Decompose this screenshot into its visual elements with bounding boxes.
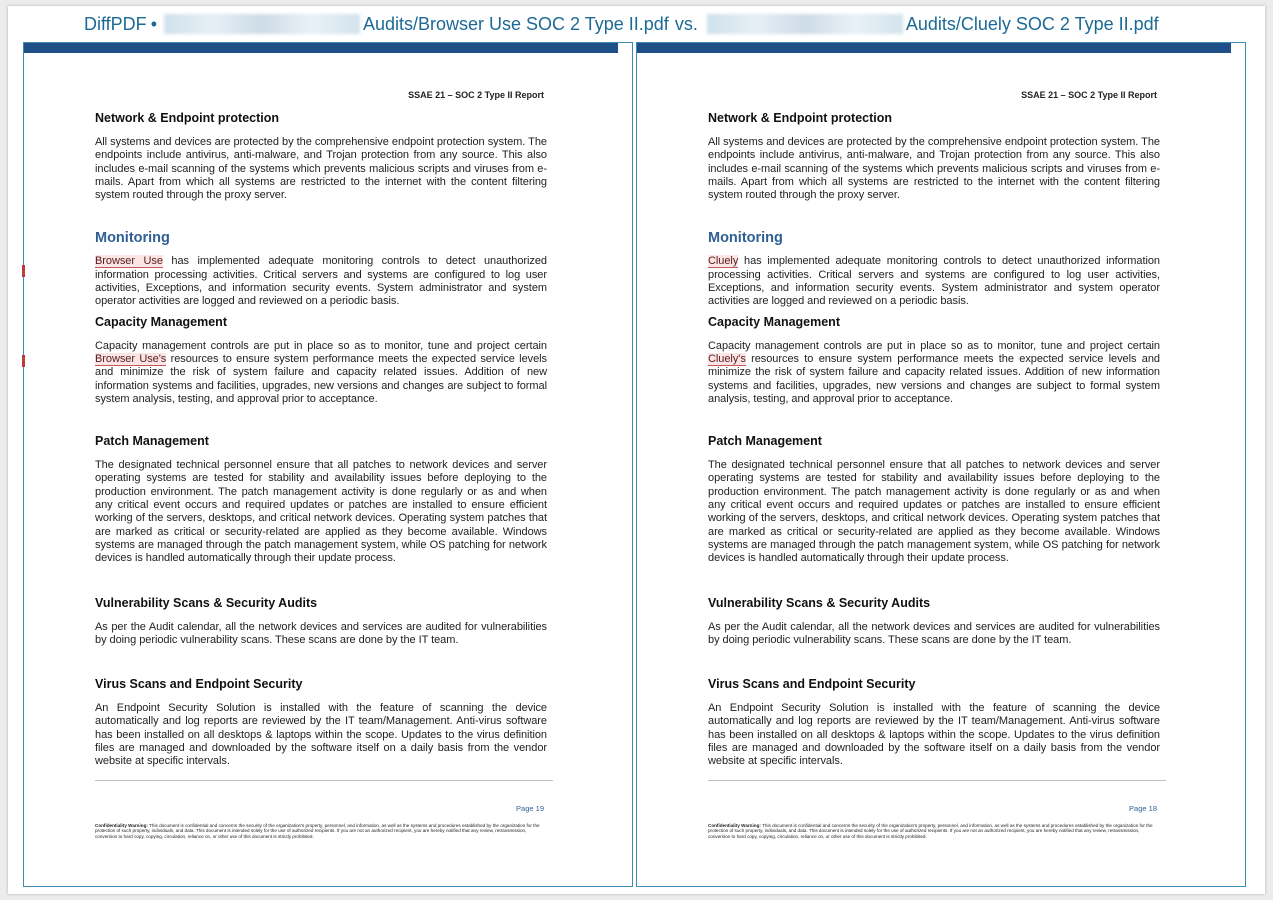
window-title (8, 6, 1265, 42)
section-heading-capacity: Capacity Management (95, 314, 227, 329)
vulnerability-paragraph: As per the Audit calendar, all the network devices and services are audited for vulnerabilities by doing periodic vulnerability scans. These scans are done by the IT team. (708, 620, 1160, 646)
right-page-view[interactable] (636, 42, 1246, 887)
virus-paragraph: An Endpoint Security Solution is installed with the feature of scanning the device automatically and log reports are reviewed by the IT team/Management. Anti-virus software has been installed on all desktops & laptops within the scope. Updates to the virus definition files are managed and downloaded by the software itself on a daily basis from the vendor website at specific intervals. (708, 702, 1160, 768)
diff-highlight[interactable]: Browser Use's (95, 352, 167, 365)
patch-paragraph: The designated technical personnel ensure that all patches to network devices and server operating systems are tested for stability and availability issues before deploying to the production environment. The patch management activity is done regularly or as and when any critical event occurs and required updates or patches are installed to ensure efficient working of the servers, desktops, and critical network devices. Operating system patches that are marked as critical or security-related are applied as they become available. Windows systems are managed through the patch management system, while OS patching for network devices is handled automatically through their update process. (708, 459, 1160, 565)
page-content (95, 111, 547, 769)
monitoring-paragraph: Browser Use has implemented adequate monitoring controls to detect unauthorized information processing activities. Critical servers and systems are configured to log user activities, Exceptions, and information security events. System administrator and system operator activities are logged and reviewed on a periodic basis. (95, 255, 547, 308)
section-heading-patch: Patch Management (95, 434, 209, 449)
section-heading-monitoring: Monitoring (708, 230, 783, 247)
diff-highlight[interactable]: Browser Use (95, 255, 163, 268)
vs-label: vs. (674, 13, 698, 34)
network-paragraph: All systems and devices are protected by the comprehensive endpoint protection system. The endpoints include antivirus, anti-malware, and Trojan protection from any source. This also includes e-mail scanning of the systems which prevents malicious scripts and viruses from e-mails. Apart from which all systems are restricted to the internet with the content filtering system routed through the proxy server. (708, 136, 1160, 202)
title-separator: • (150, 13, 157, 34)
patch-paragraph: The designated technical personnel ensure that all patches to network devices and server operating systems are tested for stability and availability issues before deploying to the production environment. The patch management activity is done regularly or as and when any critical event occurs and required updates or patches are installed to ensure efficient working of the servers, desktops, and critical network devices. Operating system patches that are marked as critical or security-related are applied as they become available. Windows systems are managed through the patch management system, while OS patching for network devices is handled automatically through their update process. (95, 459, 547, 565)
footer-divider (95, 780, 553, 781)
virus-paragraph: An Endpoint Security Solution is installed with the feature of scanning the device automatically and log reports are reviewed by the IT team/Management. Anti-virus software has been installed on all desktops & laptops within the scope. Updates to the virus definition files are managed and downloaded by the software itself on a daily basis from the vendor website at specific intervals. (95, 702, 547, 768)
page-top-bar (24, 43, 618, 53)
left-file-path: Audits/Browser Use SOC 2 Type II.pdf (363, 13, 669, 34)
diff-highlight[interactable]: Cluely (708, 255, 739, 268)
diffpdf-window (8, 6, 1265, 894)
confidentiality-warning: Confidentiality Warning: This document is confidential and concerns the security of the organization's property, personnel, and information, as well as the systems and procedures established by the organization for the protection of such property, individuals, and data. This document is intended solely for the use of authorized recipients. If you are not an authorized recipient, you are hereby notified that any review, retransmission, conversion to hard copy, copying, circulation, reliance on, or other use of this document is strictly prohibited. (708, 823, 1153, 839)
capacity-paragraph: Capacity management controls are put in place so as to monitor, tune and project certain Browser Use's resources to ensure system performance meets the expected service levels and minimize the risk of system failure and capacity related issues. Addition of new information systems and facilities, upgrades, new versions and changes are subject to formal system analysis, testing, and approval prior to acceptance. (95, 339, 547, 405)
page-top-bar (637, 43, 1231, 53)
redacted-path (707, 14, 903, 34)
section-heading-capacity: Capacity Management (708, 314, 840, 329)
page-number: Page 19 (516, 804, 544, 813)
footer-divider (708, 780, 1166, 781)
page-number: Page 18 (1129, 804, 1157, 813)
section-heading-network: Network & Endpoint protection (95, 111, 280, 125)
diff-marker (22, 265, 25, 277)
capacity-paragraph: Capacity management controls are put in place so as to monitor, tune and project certain Cluely's resources to ensure system performance meets the expected service levels and minimize the risk of system failure and capacity related issues. Addition of new information systems and facilities, upgrades, new versions and changes are subject to formal system analysis, testing, and approval prior to acceptance. (708, 339, 1160, 405)
section-heading-vulnerability: Vulnerability Scans & Security Audits (708, 595, 931, 610)
section-heading-network: Network & Endpoint protection (708, 111, 893, 125)
app-name: DiffPDF (84, 13, 147, 34)
section-heading-monitoring: Monitoring (95, 230, 170, 247)
section-heading-vulnerability: Vulnerability Scans & Security Audits (95, 595, 318, 610)
page-content (708, 111, 1160, 769)
diff-marker (22, 355, 25, 367)
redacted-path (164, 14, 360, 34)
right-file-path: Audits/Cluely SOC 2 Type II.pdf (905, 13, 1159, 34)
section-heading-virus: Virus Scans and Endpoint Security (95, 677, 303, 692)
section-heading-patch: Patch Management (708, 434, 822, 449)
confidentiality-warning: Confidentiality Warning: This document is confidential and concerns the security of the organization's property, personnel, and information, as well as the systems and procedures established by the organization for the protection of such property, individuals, and data. This document is intended solely for the use of authorized recipients. If you are not an authorized recipient, you are hereby notified that any review, retransmission, conversion to hard copy, copying, circulation, reliance on, or other use of this document is strictly prohibited. (95, 823, 540, 839)
left-page-view[interactable] (23, 42, 633, 887)
vulnerability-paragraph: As per the Audit calendar, all the network devices and services are audited for vulnerabilities by doing periodic vulnerability scans. These scans are done by the IT team. (95, 620, 547, 646)
page-header: SSAE 21 – SOC 2 Type II Report (1021, 90, 1157, 100)
diff-highlight[interactable]: Cluely's (708, 352, 746, 365)
section-heading-virus: Virus Scans and Endpoint Security (708, 677, 916, 692)
network-paragraph: All systems and devices are protected by the comprehensive endpoint protection system. The endpoints include antivirus, anti-malware, and Trojan protection from any source. This also includes e-mail scanning of the systems which prevents malicious scripts and viruses from e-mails. Apart from which all systems are restricted to the internet with the content filtering system routed through the proxy server. (95, 136, 547, 202)
page-header: SSAE 21 – SOC 2 Type II Report (408, 90, 544, 100)
monitoring-paragraph: Cluely has implemented adequate monitoring controls to detect unauthorized information processing activities. Critical servers and systems are configured to log user activities, Exceptions, and information security events. System administrator and system operator activities are logged and reviewed on a periodic basis. (708, 255, 1160, 308)
